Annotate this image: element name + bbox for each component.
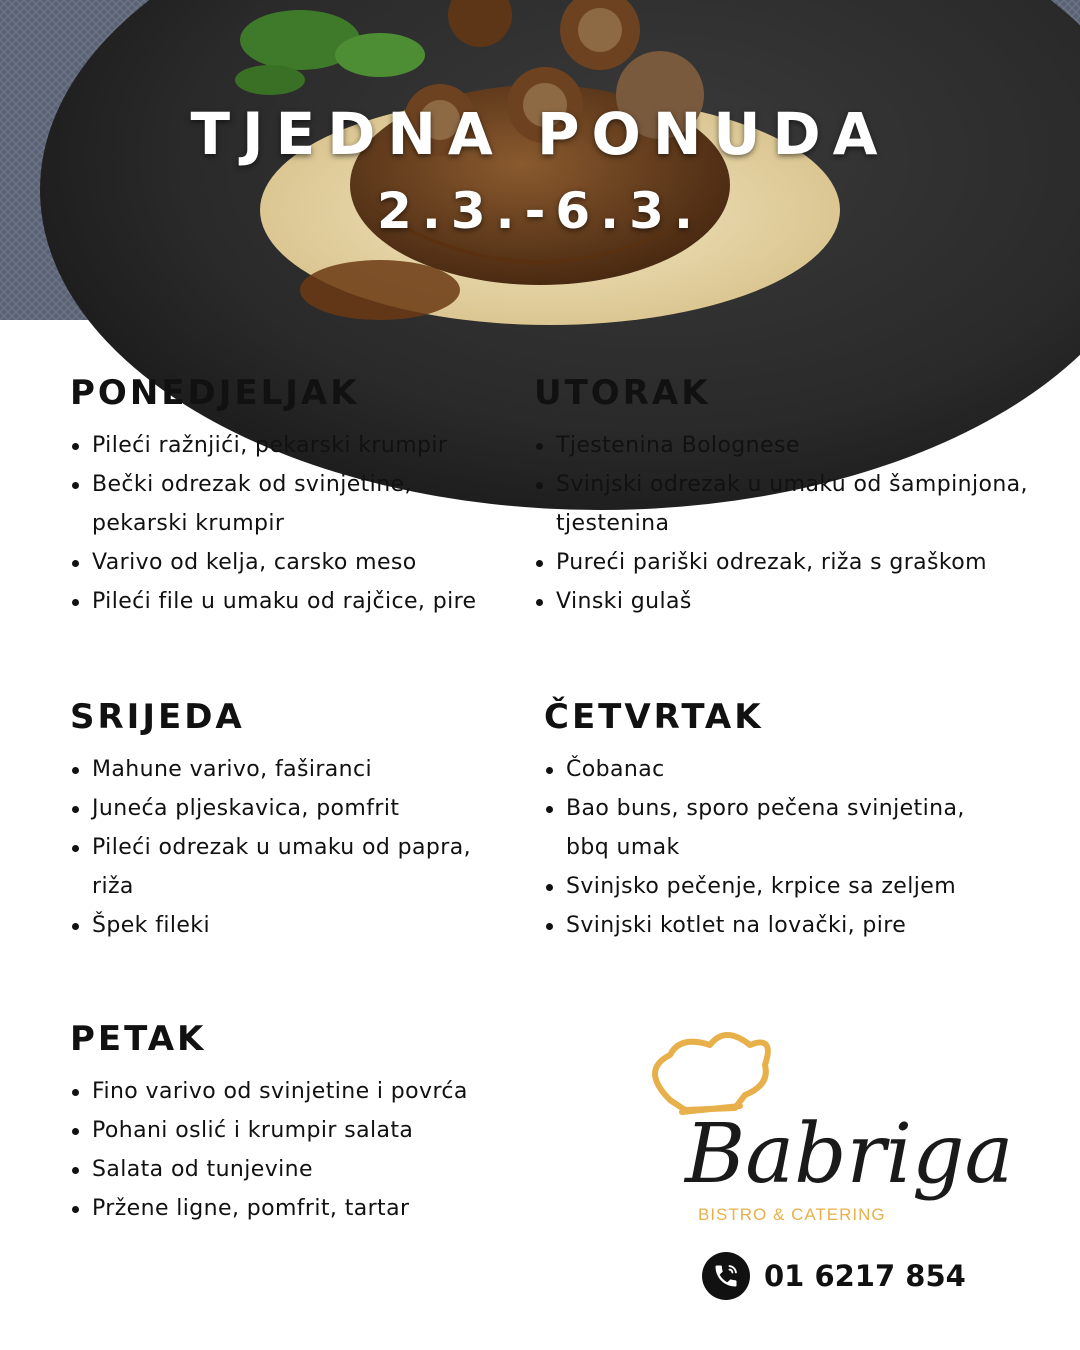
bullet-icon	[546, 884, 553, 891]
menu-list	[544, 750, 1014, 945]
menu-item	[70, 828, 510, 906]
date-range: 2.3.-6.3.	[377, 182, 703, 240]
bullet-icon	[536, 599, 543, 606]
bullet-icon	[72, 1089, 79, 1096]
menu-item	[70, 789, 510, 828]
menu-item	[70, 426, 510, 465]
menu-item	[70, 750, 510, 789]
bullet-icon	[546, 923, 553, 930]
menu-item	[70, 582, 510, 621]
bullet-icon	[72, 806, 79, 813]
menu-item	[70, 906, 510, 945]
menu-item-text: Juneća pljeskavica, pomfrit	[92, 796, 400, 821]
brand-logo	[640, 1030, 1014, 1230]
day-section-friday	[70, 1018, 530, 1228]
phone-icon	[702, 1252, 750, 1300]
menu-item-text: Pureći pariški odrezak, riža s graškom	[556, 550, 987, 575]
menu-item-text: Pileći ražnjići, pekarski krumpir	[92, 433, 448, 458]
menu-item	[544, 867, 1014, 906]
bullet-icon	[536, 560, 543, 567]
menu-item-text: Bao buns, sporo pečena svinjetina, bbq umak	[566, 796, 965, 860]
menu-item	[534, 426, 1034, 465]
menu-item-text: Svinjski odrezak u umaku od šampinjona, tjestenina	[556, 472, 1028, 536]
bullet-icon	[72, 560, 79, 567]
menu-item-text: Fino varivo od svinjetine i povrća	[92, 1079, 468, 1104]
menu-item	[544, 906, 1014, 945]
menu-item-text: Svinjski kotlet na lovački, pire	[566, 913, 907, 938]
bullet-icon	[72, 845, 79, 852]
phone-number: 01 6217 854	[764, 1259, 966, 1293]
menu-item-text: Vinski gulaš	[556, 589, 692, 614]
menu-item	[70, 1150, 530, 1189]
day-section-monday	[70, 372, 510, 621]
day-heading: PONEDJELJAK	[70, 373, 360, 413]
menu-item-text: Tjestenina Bolognese	[556, 433, 800, 458]
menu-item	[534, 582, 1034, 621]
menu-item-text: Čobanac	[566, 757, 665, 782]
bullet-icon	[72, 923, 79, 930]
day-heading: UTORAK	[534, 373, 711, 413]
menu-item-text: Pileći file u umaku od rajčice, pire	[92, 589, 477, 614]
menu-item-text: Pohani oslić i krumpir salata	[92, 1118, 414, 1143]
hero-banner	[0, 0, 1080, 320]
bullet-icon	[72, 599, 79, 606]
day-section-tuesday	[534, 372, 1034, 621]
menu-item-text: Pržene ligne, pomfrit, tartar	[92, 1196, 410, 1221]
day-section-wednesday	[70, 696, 510, 945]
bullet-icon	[72, 482, 79, 489]
menu-item-text: Bečki odrezak od svinjetine, pekarski krumpir	[92, 472, 412, 536]
bullet-icon	[536, 443, 543, 450]
bullet-icon	[546, 806, 553, 813]
menu-item-text: Varivo od kelja, carsko meso	[92, 550, 417, 575]
menu-item	[70, 543, 510, 582]
bullet-icon	[72, 443, 79, 450]
bullet-icon	[536, 482, 543, 489]
menu-item-text: Mahune varivo, faširanci	[92, 757, 373, 782]
page-title: TJEDNA PONUDA	[190, 100, 890, 168]
day-heading: ČETVRTAK	[544, 697, 764, 737]
menu-item-text: Špek fileki	[92, 913, 210, 938]
bullet-icon	[546, 767, 553, 774]
bullet-icon	[72, 1206, 79, 1213]
brand-tagline: BISTRO & CATERING	[698, 1205, 886, 1224]
menu-list	[70, 750, 510, 945]
menu-item-text: Pileći odrezak u umaku od papra, riža	[92, 835, 471, 899]
menu-item	[544, 789, 1014, 867]
menu-item-text: Salata od tunjevine	[92, 1157, 313, 1182]
bullet-icon	[72, 1128, 79, 1135]
bullet-icon	[72, 1167, 79, 1174]
contact-phone[interactable]	[702, 1250, 966, 1302]
day-section-thursday	[544, 696, 1014, 945]
menu-list	[70, 1072, 530, 1228]
menu-item	[70, 1072, 530, 1111]
menu-item-text: Svinjsko pečenje, krpice sa zeljem	[566, 874, 957, 899]
day-heading: SRIJEDA	[70, 697, 245, 737]
menu-item	[534, 543, 1034, 582]
menu-item	[70, 1111, 530, 1150]
menu-list	[534, 426, 1034, 621]
menu-item	[534, 465, 1034, 543]
menu-item	[70, 465, 510, 543]
menu-item	[70, 1189, 530, 1228]
day-heading: PETAK	[70, 1019, 207, 1059]
brand-name: Babriga	[685, 1107, 1014, 1202]
bullet-icon	[72, 767, 79, 774]
chef-hat-icon	[640, 1030, 1014, 1230]
menu-item	[544, 750, 1014, 789]
menu-list	[70, 426, 510, 621]
